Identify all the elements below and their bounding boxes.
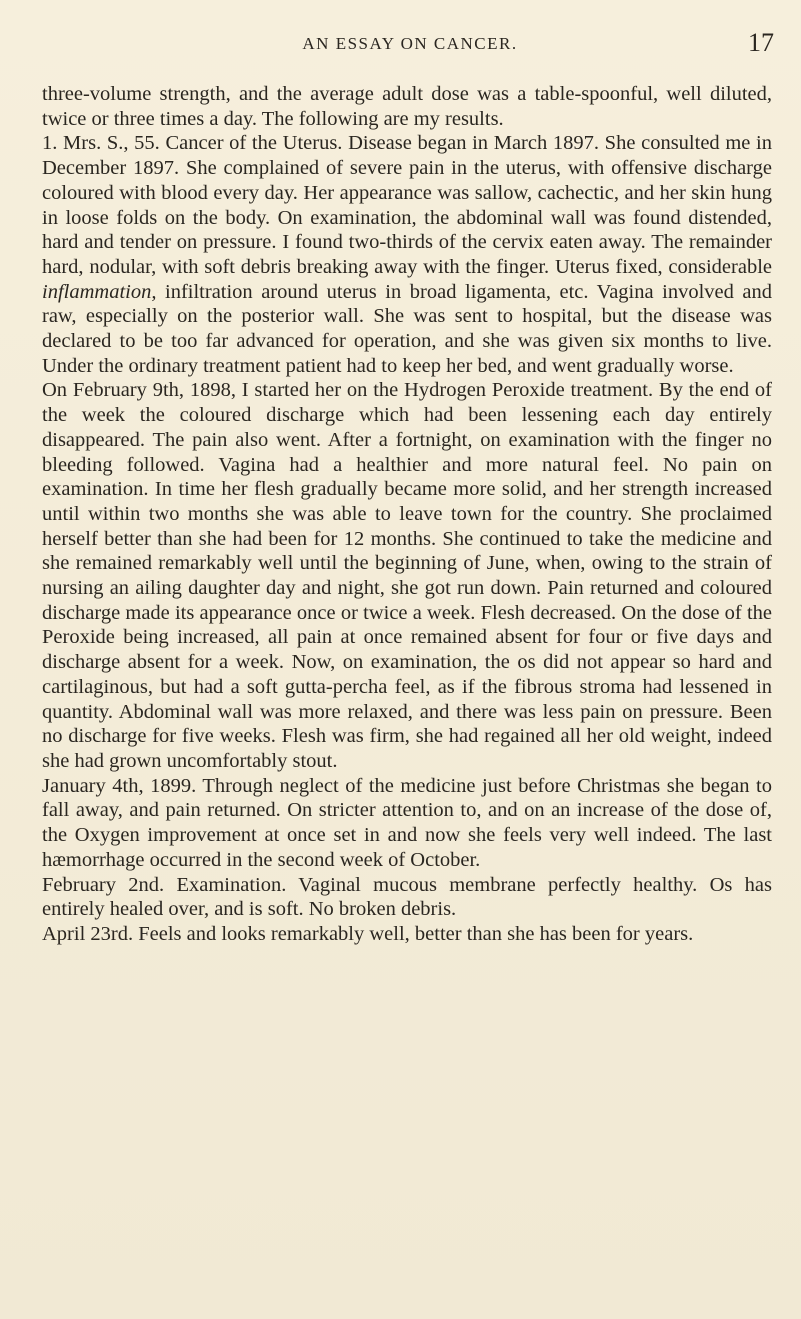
page-number: 17 [748, 28, 774, 57]
paragraph: On February 9th, 1898, I started her on the Hydrogen Peroxide treatment. By the end of the week the coloured discharge which had been lessening each day entirely disappeared. The pain also went. After a fortnight, on examination with the finger no bleeding followed. Vagina had a healthier and more natural feel. No pain on examination. In time her flesh gradually became more solid, and her strength increased until within two months she was able to leave town for the country. She proclaimed herself better than she had been for 12 months. She continued to take the medicine and she remained remarkably well until the beginning of June, when, owing to the strain of nursing an ailing daughter day and night, she got run down. Pain returned and coloured discharge made its appearance once or twice a week. Flesh decreased. On the dose of the Peroxide being increased, all pain at once remained absent for four or five days and discharge absent for a week. Now, on examination, the os did not appear so hard and cartilaginous, but had a soft gutta-percha feel, as if the fibrous stroma had lessened in quantity. Abdominal wall was more relaxed, and there was less pain on pressure. Been no discharge for five weeks. Flesh was firm, she had regained all her old weight, indeed she had grown uncomfortably stout. [42, 379, 772, 772]
paragraph-text: 1. Mrs. S., 55. Cancer of the Uterus. Disease began in March 1897. She consulted me in December 1897. She complained of severe pain in the uterus, with offensive discharge coloured with blood every day. Her appearance was sallow, cachectic, and her skin hung in loose folds on the body. On examination, the abdominal wall was found distended, hard and tender on pressure. I found two-thirds of the cervix eaten away. The remainder hard, nodular, with soft debris breaking away with the finger. Uterus fixed, considerable [42, 132, 772, 278]
paragraph: three-volume strength, and the average adult dose was a table-spoonful, well diluted, twice or three times a day. The following are my results. [42, 83, 772, 130]
paragraph: April 23rd. Feels and looks remarkably well, better than she has been for years. [42, 922, 694, 945]
paragraph-text: infiltration around uterus in broad ligamenta, etc. Vagina involved and raw, especially on the posterior wall. She was sent to hospital, but the disease was declared to be too far advanced for operation, and she was given six months to live. Under the ordinary treatment patient had to keep her bed, and went gradually worse. [42, 280, 772, 377]
italic-term: inflammation, [42, 280, 157, 303]
paragraph: January 4th, 1899. Through neglect of the medicine just before Christmas she began to fall away, and pain returned. On stricter attention to, and on an increase of the dose of, the Oxygen improvement at once set in and now she feels very well indeed. The last hæmorrhage occurred in the second week of October. [42, 774, 772, 871]
running-head [40, 28, 780, 64]
body-text [42, 82, 772, 947]
paragraph: February 2nd. Examination. Vaginal mucous membrane perfectly healthy. Os has entirely healed over, and is soft. No broken debris. [42, 873, 772, 921]
running-title: AN ESSAY ON CANCER. [302, 34, 518, 53]
paragraph-case-report [42, 131, 772, 378]
